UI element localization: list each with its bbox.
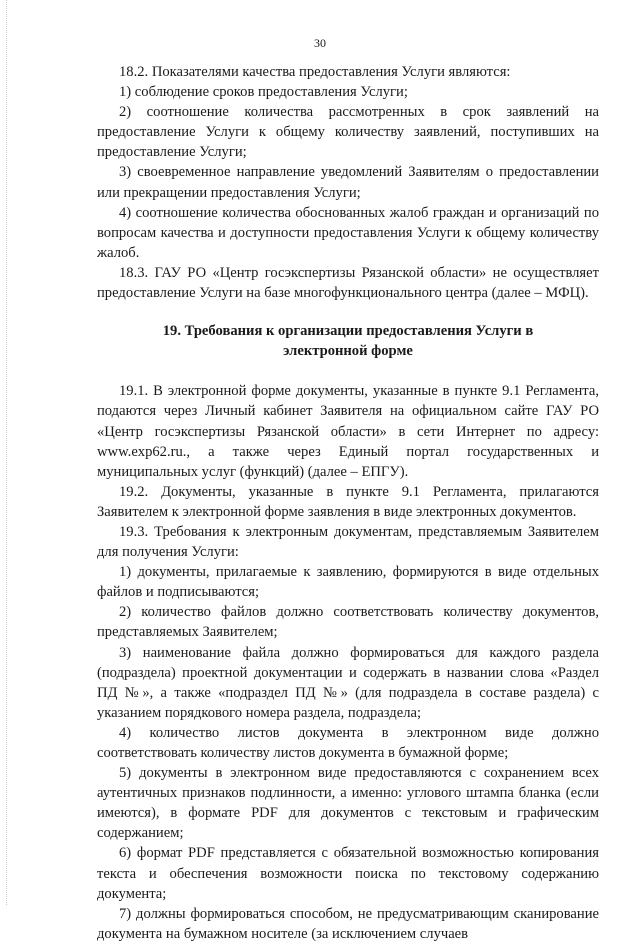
document-body [97, 62, 599, 944]
page-number: 30 [314, 36, 326, 50]
section-19-heading-line-1: 19. Требования к организации предоставления Услуги в [162, 323, 534, 340]
paragraph-19-3-item-3: 3) наименование файла должно формироваться для каждого раздела (подраздела) проектной документации и содержать в названии слова «Раздел ПД №», а также «подраздел ПД №» (для подраздела в составе раздела) с указанием порядкового номера раздела, подраздела; [97, 644, 599, 721]
paragraph-19-1: 19.1. В электронной форме документы, указанные в пункте 9.1 Регламента, подаются через Личный кабинет Заявителя на официальном сайте ГАУ РО «Центр госэкспертизы Рязанской области» в сети Интернет по адресу: www.exp62.ru., а также через Единый портал государственных и муниципальных услуг (функций) (далее – ЕПГУ). [97, 383, 599, 480]
paragraph-19-3-item-1: 1) документы, прилагаемые к заявлению, формируются в виде отдельных файлов и подписываются; [97, 564, 599, 601]
paragraph-18-3: 18.3. ГАУ РО «Центр госэкспертизы Рязанской области» не осуществляет предоставление Услуги на базе многофункционального центра (далее – МФЦ). [97, 264, 599, 302]
scan-edge-line [6, 0, 8, 905]
paragraph-19-3-item-6: 6) формат PDF представляется с обязательной возможностью копирования текста и обеспечения возможности поиска по текстовому содержанию документа; [97, 845, 599, 902]
paragraph-18-2-item-1: 1) соблюдение сроков предоставления Услуги; [119, 84, 408, 101]
paragraph-18-2-item-2: 2) соотношение количества рассмотренных в срок заявлений на предоставление Услуги к общему количеству заявлений, поступивших на предоставление Услуги; [97, 104, 599, 161]
paragraph-19-2: 19.2. Документы, указанные в пункте 9.1 Регламента, прилагаются Заявителем к электронной форме заявления в виде электронных документов. [97, 483, 599, 520]
paragraph-19-3: 19.3. Требования к электронным документам, представляемым Заявителем для получения Услуги: [97, 523, 599, 561]
paragraph-18-2-item-4: 4) соотношение количества обоснованных жалоб граждан и организаций по вопросам качества и доступности предоставления Услуги к общему количеству жалоб. [97, 204, 599, 261]
paragraph-18-2-item-3: 3) своевременное направление уведомлений Заявителям о предоставлении или прекращении предоставления Услуги; [97, 164, 599, 201]
paragraph-19-3-item-4: 4) количество листов документа в электронном виде должно соответствовать количеству листов документа в бумажной форме; [97, 724, 599, 761]
paragraph-19-3-item-2: 2) количество файлов должно соответствовать количеству документов, представляемых Заявителем; [97, 604, 599, 641]
paragraph-19-3-item-7: 7) должны формироваться способом, не предусматривающим сканирование документа на бумажном носителе (за исключением случаев [97, 905, 599, 942]
paragraph-19-3-item-5: 5) документы в электронном виде предоставляются с сохранением всех аутентичных признаков подлинности, а именно: углового штампа бланка (если имеются), в формате PDF для документов с текстовым и графическим содержанием; [97, 765, 599, 842]
section-19-heading [97, 321, 599, 361]
paragraph-18-2: 18.2. Показателями качества предоставления Услуги являются: [119, 64, 511, 80]
section-19-heading-line-2: электронной форме [283, 343, 413, 360]
